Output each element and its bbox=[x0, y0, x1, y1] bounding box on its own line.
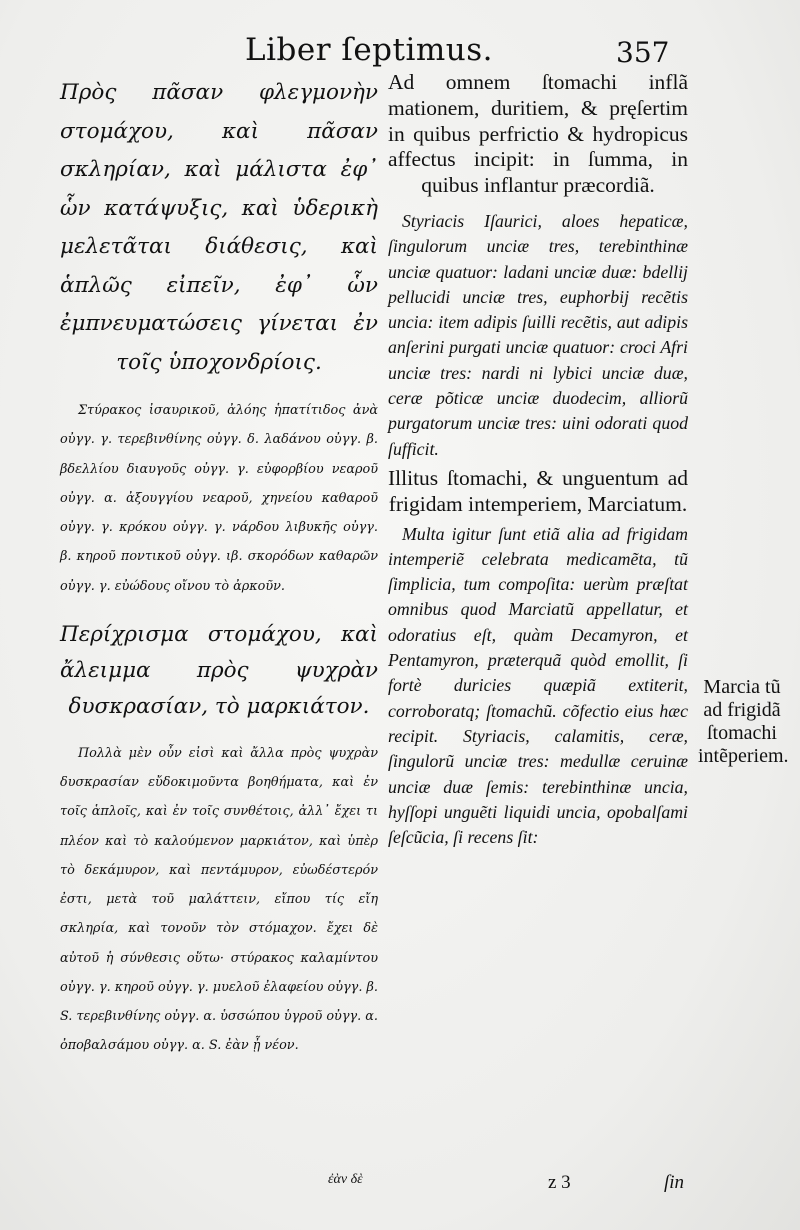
latin-text-2: Multa igitur ſunt etiã alia ad frigidam intemperiẽ celebrata medicamẽta, tũ ſimplicia, tum compoſita: uerùm præſtat omnibus quod Marciatũ appellatur, et odoratius eſt, quàm Decamyron, et Pentamyron, præterquã quòd emollit, ſi fortè duricies quæpiã extiterit, corroboratq; ſtomachũ. cõfectio eius hæc recipit. Styriacis, calamitis, ceræ, ſingulorũ unciæ tres: medullæ ceruinæ unciæ duæ ſemis: terebinthinæ uncia, hyſſopi unguẽti liquidi uncia, opobalſami ſeſcũcia, ſi recens ſit: bbox=[388, 523, 688, 848]
signature-mark: z 3 bbox=[548, 1172, 571, 1193]
latin-recipe-1: Styriacis Iſaurici, aloes hepaticæ, ſingulorum unciæ tres, terebinthinæ unciæ quatuor: ladani unciæ duæ: bdellij pellucidi unciæ tres, euphorbij recẽtis uncia: item adipis ſuilli recẽtis, aut adipis anſerini purgati unciæ quatuor: croci Afri unciæ tres: nardi ni lybici unciæ duæ, ceræ põticæ unciæ duodecim, alliorũ purgatorum unciæ tres: uini odorati quod ſufficit. bbox=[388, 210, 688, 459]
margin-note: Marcia tũ ad frigidã ſtomachi intẽperiem. bbox=[698, 676, 789, 767]
greek-column bbox=[60, 74, 378, 1060]
latin-column bbox=[388, 70, 688, 850]
page-header bbox=[0, 32, 800, 72]
greek-catchword: ἐὰν δὲ bbox=[328, 1172, 363, 1187]
greek-heading-2: Περίχρισμα στομάχου, καὶ ἄλειμμα πρὸς ψυχρὰν δυσκρασίαν, τὸ μαρκιάτον. bbox=[60, 622, 378, 720]
greek-heading-1: Πρὸς πᾶσαν φλεγμονὴν στομάχου, καὶ πᾶσαν σκληρίαν, καὶ μάλιστα ἐφ᾽ ὧν κατάψυξις, καὶ ὑδερικὴ μελετᾶται διάθεσις, καὶ ἁπλῶς εἰπεῖν, ἐφ᾽ ὧν ἐμπνευματώσεις γίνεται ἐν τοῖς ὑποχονδρίοις. bbox=[60, 80, 378, 375]
running-title: Liber ſeptimus. bbox=[245, 32, 494, 68]
greek-recipe-1: Στύρακος ἰσαυρικοῦ, ἀλόης ἡπατίτιδος ἀνὰ οὐγγ. γ. τερεβινθίνης οὐγγ. δ. λαδάνου οὐγγ. β. βδελλίου διαυγοῦς οὐγγ. γ. εὐφορβίου νεαροῦ οὐγγ. α. ἀξουγγίου νεαροῦ, χηνείου καθαροῦ οὐγγ. γ. κρόκου οὐγγ. γ. νάρδου λιβυκῆς οὐγγ. β. κηροῦ ποντικοῦ οὐγγ. ιβ. σκορόδων καθαρῶν οὐγγ. γ. εὐώδους οἴνου τὸ ἀρκοῦν. bbox=[60, 403, 378, 594]
page-number: 357 bbox=[616, 36, 670, 69]
greek-text-2: Πολλὰ μὲν οὖν εἰσὶ καὶ ἄλλα πρὸς ψυχρὰν δυσκρασίαν εὔδοκιμοῦντα βοηθήματα, καὶ ἐν τοῖς ἁπλοῖς, καὶ ἐν τοῖς συνθέτοις, ἀλλ᾽ ἔχει τι πλέον καὶ τὸ καλούμενον μαρκιάτον, καὶ ὑπὲρ τὸ δεκάμυρον, καὶ πεντάμυρον, εὐωδέστερόν ἐστι, μετὰ τοῦ μαλάττειν, εἴπου τίς εἴη σκληρία, καὶ τονοῦν τὸν στόμαχον. ἔχει δὲ αὐτοῦ ἡ σύνθεσις οὕτω· στύρακος καλαμίντου οὐγγ. γ. κηροῦ οὐγγ. γ. μυελοῦ ἐλαφείου οὐγγ. β. S. τερεβινθίνης οὐγγ. α. ὑσσώπου ὑγροῦ οὐγγ. α. ὀποβαλσάμου οὐγγ. α. S. ἐὰν ᾖ νέον. bbox=[60, 746, 378, 1054]
page-footer bbox=[0, 1172, 800, 1202]
latin-heading-1: Ad omnem ſtomachi inflã mationem, duritiem, & pręſertim in quibus perfrictio & hydropicus affectus incipit: in ſumma, in quibus inflantur præcordiã. bbox=[388, 70, 688, 198]
latin-heading-2: Illitus ſtomachi, & unguentum ad frigidam intemperiem, Marciatum. bbox=[388, 465, 688, 516]
latin-catchword: ſin bbox=[664, 1172, 685, 1193]
